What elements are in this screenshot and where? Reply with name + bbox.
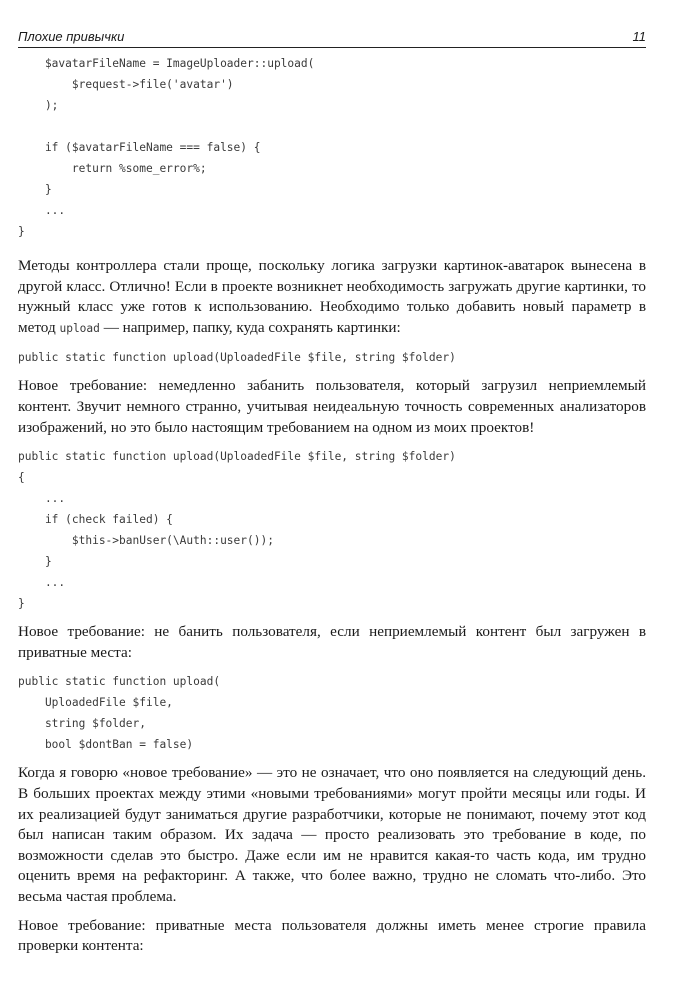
paragraph-3: Новое требование: не банить пользователя, если неприемлемый контент был загружен в приватные места: — [18, 623, 646, 661]
code-block-4: public static function upload( UploadedFile $file, string $folder, bool $dontBan = false) — [18, 675, 221, 752]
code-block-2: public static function upload(UploadedFile $file, string $folder) — [18, 351, 456, 365]
book-page — [18, 26, 646, 957]
paragraph-5: Новое требование: приватные места пользователя должны иметь менее строгие правила проверки контента: — [18, 916, 646, 955]
paragraph-2: Новое требование: немедленно забанить пользователя, который загрузил неприемлемый контент. Звучит немного странно, учитывая неидеальную точность современных анализаторов изображений, но это было настоящим требованием на одном из моих проектов! — [18, 377, 646, 436]
chapter-title: Плохие привычки — [18, 29, 125, 44]
code-block-1: $avatarFileName = ImageUploader::upload( $request->file('avatar') ); if ($avatarFileName === false) { return %some_error%; } ... } — [18, 57, 315, 238]
code-block-3: public static function upload(UploadedFile $file, string $folder) { ... if (check failed) { $this->banUser(\Auth::user()); } ... } — [18, 450, 456, 611]
inline-code-upload: upload — [59, 321, 100, 335]
paragraph-4: Когда я говорю «новое требование» — это не означает, что оно появляется на следующий день. В больших проектах между этими «новыми требованиями» могут пройти месяцы или годы. И их реализацией будут заниматься другие разработчики, которые не понимают, почему этот код был написан таким образом. Их задача — просто реализовать это требование в коде, по возможности сделав это быстро. Даже если им не нравится какая-то часть кода, им трудно оценить время на рефакторинг. А также, что более важно, трудно не сломать что-либо. Это весьма частая проблема. — [18, 764, 646, 905]
page-number: 11 — [632, 29, 646, 44]
paragraph-1: Методы контроллера стали проще, поскольку логика загрузки картинок-аватарок вынесена в другой класс. Отлично! Если в проекте возникнет необходимость загружать другие картинки, то нужный класс уже готов к использованию. Необходимо только добавить новый параметр в метод upload — например, папку, куда сохранять картинки: — [18, 257, 646, 336]
running-header — [18, 26, 646, 48]
